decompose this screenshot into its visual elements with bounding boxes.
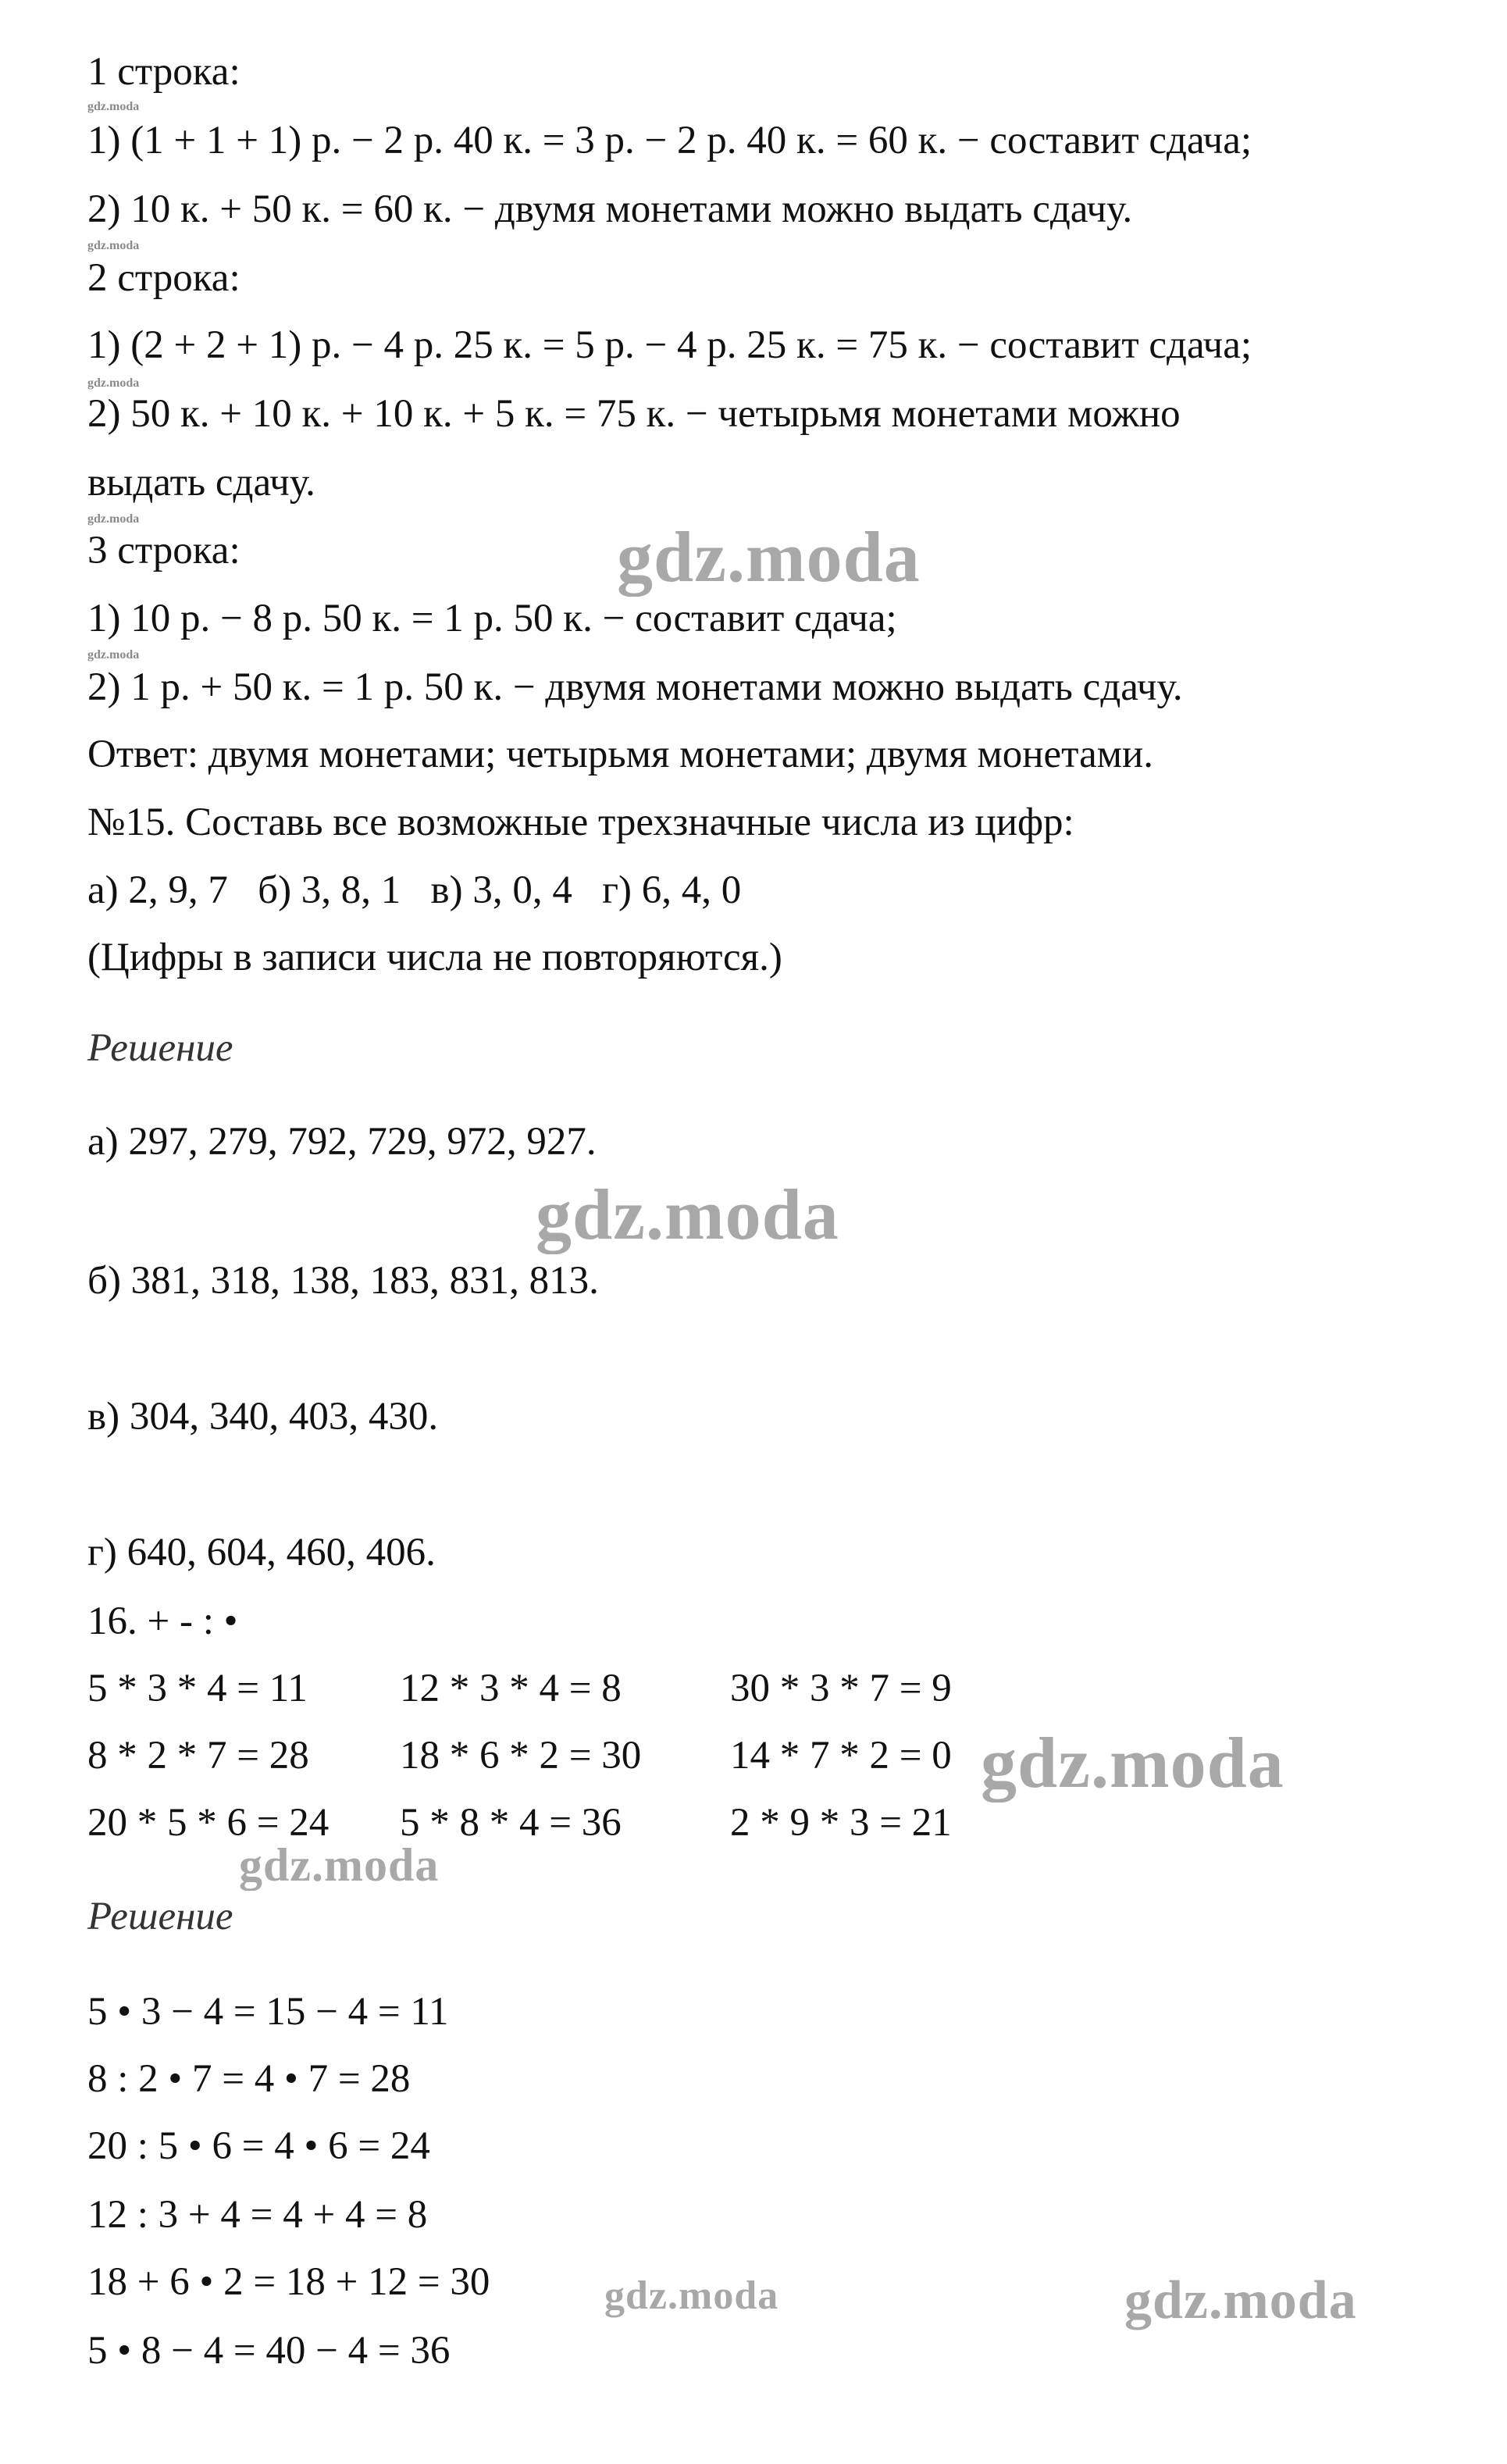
task-15-title: №15. Составь все возможные трехзначные числа из цифр:	[87, 801, 1074, 844]
grid-cell: 5 * 8 * 4 = 36	[400, 1801, 622, 1845]
watermark-large: gdz.moda	[239, 1839, 440, 1891]
watermark-large: gdz.moda	[536, 1175, 839, 1254]
grid-cell: 14 * 7 * 2 = 0	[730, 1734, 952, 1778]
grid-cell: 2 * 9 * 3 = 21	[730, 1801, 952, 1845]
task-16-title: 16. + - : •	[87, 1599, 238, 1643]
grid-cell: 12 * 3 * 4 = 8	[400, 1667, 622, 1710]
solution-line: 8 : 2 • 7 = 4 • 7 = 28	[87, 2057, 411, 2101]
heading-row-3: 3 строка:	[87, 529, 240, 572]
solution-line: 12 : 3 + 4 = 4 + 4 = 8	[87, 2193, 428, 2237]
grid-cell: 8 * 2 * 7 = 28	[87, 1734, 309, 1778]
solution-label: Решение	[87, 1895, 233, 1938]
watermark-large: gdz.moda	[604, 2273, 779, 2318]
answer-v: в) 304, 340, 403, 430.	[87, 1395, 439, 1439]
grid-cell: 20 * 5 * 6 = 24	[87, 1801, 330, 1845]
watermark-small: gdz.moda	[87, 376, 140, 390]
task-15-digits: а) 2, 9, 7 б) 3, 8, 1 в) 3, 0, 4 г) 6, 4, 0	[87, 868, 742, 912]
text-line: 1) 10 р. − 8 р. 50 к. = 1 р. 50 к. − составит сдача;	[87, 597, 897, 640]
text-line: 1) (1 + 1 + 1) р. − 2 р. 40 к. = 3 р. − 2 р. 40 к. = 60 к. − составит сдача;	[87, 119, 1252, 162]
answer-b: б) 381, 318, 138, 183, 831, 813.	[87, 1259, 599, 1303]
solution-line: 5 • 3 − 4 = 15 − 4 = 11	[87, 1990, 449, 2034]
watermark-large: gdz.moda	[981, 1723, 1284, 1803]
text-line: 2) 1 р. + 50 к. = 1 р. 50 к. − двумя монетами можно выдать сдачу.	[87, 665, 1183, 709]
task-15-note: (Цифры в записи числа не повторяются.)	[87, 936, 782, 979]
text-line: выдать сдачу.	[87, 461, 315, 505]
answer-a: а) 297, 279, 792, 729, 972, 927.	[87, 1120, 597, 1164]
grid-cell: 18 * 6 * 2 = 30	[400, 1734, 642, 1778]
watermark-small: gdz.moda	[87, 648, 140, 661]
grid-cell: 5 * 3 * 4 = 11	[87, 1667, 308, 1710]
solution-label: Решение	[87, 1026, 233, 1070]
watermark-large: gdz.moda	[617, 517, 921, 597]
watermark-small: gdz.moda	[87, 100, 140, 113]
answer-g: г) 640, 604, 460, 406.	[87, 1531, 436, 1574]
watermark-small: gdz.moda	[87, 512, 140, 526]
solution-line: 5 • 8 − 4 = 40 − 4 = 36	[87, 2329, 451, 2373]
watermark-small: gdz.moda	[87, 239, 140, 252]
grid-cell: 30 * 3 * 7 = 9	[730, 1667, 952, 1710]
heading-row-2: 2 строка:	[87, 256, 240, 300]
text-line: 2) 10 к. + 50 к. = 60 к. − двумя монетами можно выдать сдачу.	[87, 187, 1133, 231]
answer-line: Ответ: двумя монетами; четырьмя монетами; двумя монетами.	[87, 733, 1154, 776]
text-line: 2) 50 к. + 10 к. + 10 к. + 5 к. = 75 к. − четырьмя монетами можно	[87, 392, 1181, 436]
solution-line: 20 : 5 • 6 = 4 • 6 = 24	[87, 2124, 430, 2168]
heading-row-1: 1 строка:	[87, 50, 240, 94]
text-line: 1) (2 + 2 + 1) р. − 4 р. 25 к. = 5 р. − 4 р. 25 к. = 75 к. − составит сдача;	[87, 323, 1252, 367]
watermark-large: gdz.moda	[1124, 2270, 1357, 2330]
solution-line: 18 + 6 • 2 = 18 + 12 = 30	[87, 2260, 490, 2304]
